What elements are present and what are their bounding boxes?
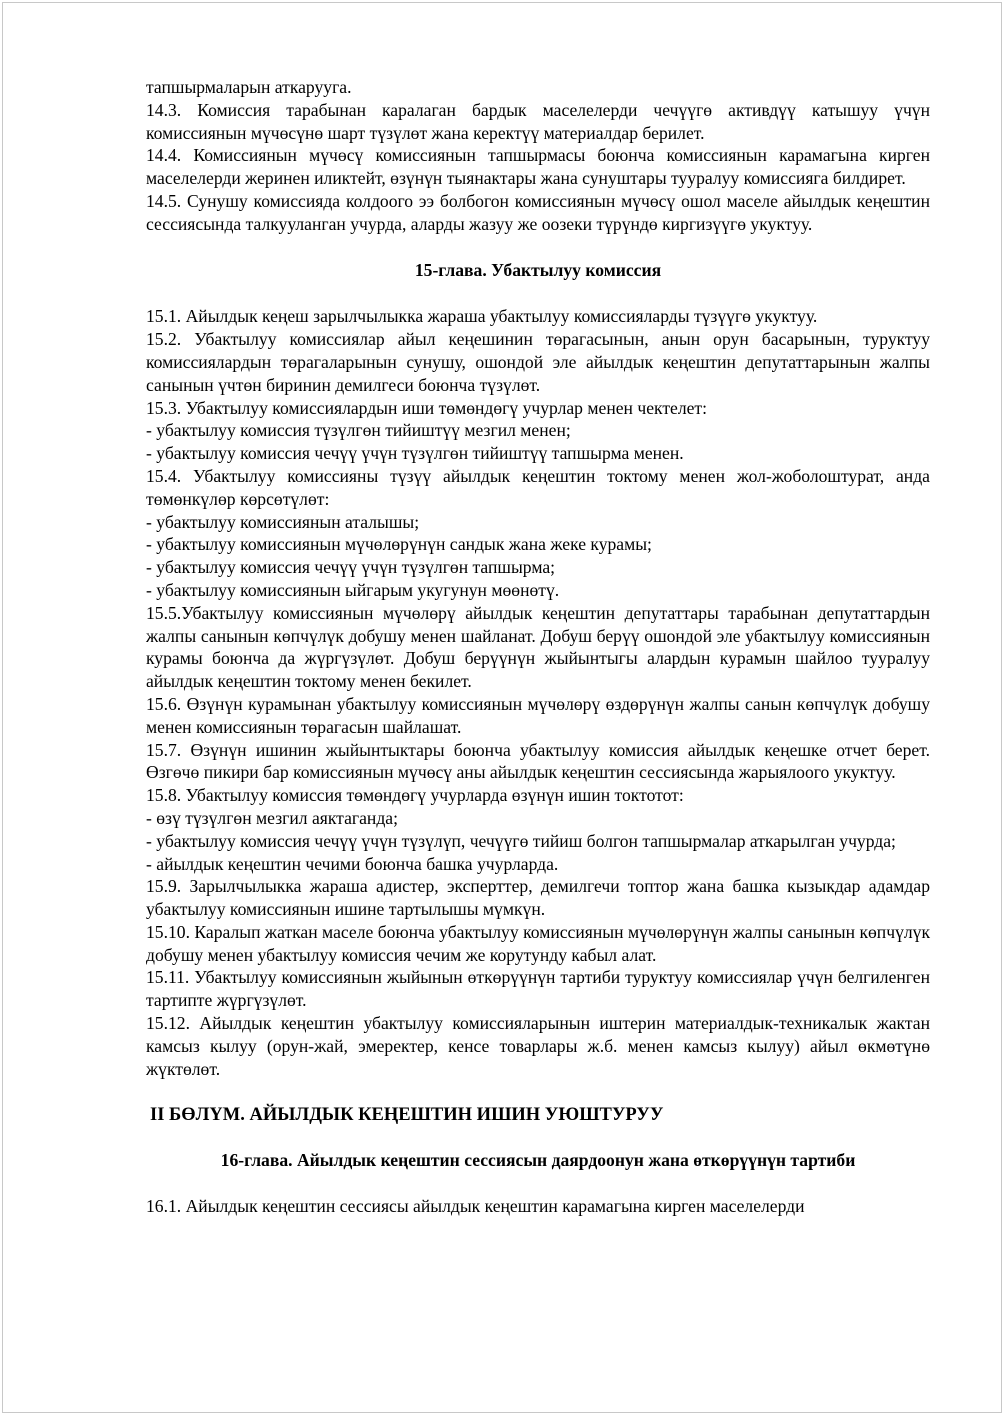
list-item: - өзү түзүлгөн мезгил аяктаганда; <box>146 807 398 828</box>
paragraph: 15.4. Убактылуу комиссияны түзүү айылдык кеңештин токтому менен жол-жоболоштурат, анда төмөнкүлөр көрсөтүлөт: <box>146 465 930 509</box>
chapter-heading-15: 15-глава. Убактылуу комиссия <box>414 259 662 280</box>
list-item: - убактылуу комиссиянын мүчөлөрүнүн сандык жана жеке курамы; <box>146 534 652 555</box>
part-heading: II БӨЛҮМ. АЙЫЛДЫК КЕҢЕШТИН ИШИН УЮШТУРУУ <box>150 1105 664 1126</box>
list-item: - убактылуу комиссия чечүү үчүн түзүлгөн тапшырма; <box>146 557 556 578</box>
paragraph: 15.10. Каралып жаткан маселе боюнча убактылуу комиссиянын мүчөлөрүнүн жалпы санынын көпчүлүк добушу менен убактылуу комиссия чечим же корутунду кабыл алат. <box>146 921 930 965</box>
paragraph: 15.6. Өзүнүн курамынан убактылуу комиссиянын мүчөлөрү өздөрүнүн жалпы санын көпчүлүк добушу менен комиссиянын төрагасын шайлашат. <box>146 693 930 737</box>
paragraph: 15.9. Зарылчылыкка жараша адистер, эксперттер, демилгечи топтор жана башка кызыкдар адамдар убактылуу комиссиянын ишине тартылышы мүмкүн. <box>146 876 930 920</box>
list-item: - убактылуу комиссия түзүлгөн тийиштүү мезгил менен; <box>146 420 571 441</box>
paragraph: 14.4. Комиссиянын мүчөсү комиссиянын тапшырмасы боюнча комиссиянын карамагына кирген маселелерди жеринен иликтейт, өзүнүн тыянактары жана сунуштары тууралуу комиссияга билдирет. <box>146 145 930 189</box>
list-item: - убактылуу комиссия чечүү үчүн түзүлгөн тийиштүү тапшырма менен. <box>146 443 684 464</box>
paragraph: 15.8. Убактылуу комиссия төмөндөгү учурларда өзүнүн ишин токтотот: <box>146 785 684 806</box>
paragraph: 15.2. Убактылуу комиссиялар айыл кеңешинин төрагасынын, анын орун басарынын, туруктуу комиссиялардын төрагаларынын сунушу, ошондой эле айылдык кеңештин депутаттарынын жалпы санынын үчтөн биринин демилгеси боюнча түзүлөт. <box>146 329 930 395</box>
list-item: - убактылуу комиссия чечүү үчүн түзүлүп, чечүүгө тийиш болгон тапшырмалар аткарылган учурда; <box>146 830 896 851</box>
list-item: - убактылуу комиссиянын ыйгарым укугунун мөөнөтү. <box>146 579 560 600</box>
paragraph: 16.1. Айылдык кеңештин сессиясы айылдык кеңештин карамагына кирген маселелерди <box>146 1196 805 1217</box>
paragraph: 15.7. Өзүнүн ишинин жыйынтыктары боюнча убактылуу комиссия айылдык кеңешке отчет берет. Өзгөчө пикири бар комиссиянын мүчөсү аны айылдык кеңештин сессиясында жарыялоого укуктуу. <box>146 739 930 783</box>
list-item: - убактылуу комиссиянын аталышы; <box>146 511 420 532</box>
paragraph: 15.11. Убактылуу комиссиянын жыйынын өткөрүүнүн тартиби туруктуу комиссиялар үчүн белгиленген тартипте жүргүзүлөт. <box>146 967 930 1011</box>
paragraph: 15.3. Убактылуу комиссиялардын иши төмөндөгү учурлар менен чектелет: <box>146 397 707 418</box>
paragraph: тапшырмаларын аткарууга. <box>146 77 352 97</box>
paragraph: 14.5. Сунушу комиссияда колдоого ээ болбогон комиссиянын мүчөсү ошол маселе айылдык кеңештин сессиясында талкууланган учурда, аларды жазуу же оозеки түрүндө киргизүүгө укуктуу. <box>146 190 930 234</box>
list-item: - айылдык кеңештин чечими боюнча башка учурларда. <box>146 853 559 874</box>
chapter-heading-16: 16-глава. Айылдык кеңештин сессиясын даярдоонун жана өткөрүүнүн тартиби <box>220 1150 856 1171</box>
paragraph: 15.5.Убактылуу комиссиянын мүчөлөрү айылдык кеңештин депутаттары тарабынан депутаттардын жалпы санынын көпчүлүк добушу менен шайланат. Добуш берүү ошондой эле убактылуу комиссиянын курамы боюнча да жүргүзүлөт. Добуш берүүнүн жыйынтыгы алардын курамын шайлоо тууралуу айылдык кеңештин токтому менен бекилет. <box>146 602 930 692</box>
paragraph: 15.12. Айылдык кеңештин убактылуу комиссияларынын иштерин материалдык-техникалык жактан камсыз кылуу (орун-жай, эмеректер, кенсе товарлары ж.б. менен камсыз кылуу) айыл өкмөтүнө жүктөлөт. <box>146 1013 930 1079</box>
document-body <box>146 76 930 1218</box>
paragraph: 14.3. Комиссия тарабынан каралаган бардык маселелерди чечүүгө активдүү катышуу үчүн комиссиянын мүчөсүнө шарт түзүлөт жана керектүү материалдар берилет. <box>146 99 930 143</box>
paragraph: 15.1. Айылдык кеңеш зарылчылыкка жараша убактылуу комиссияларды түзүүгө укуктуу. <box>146 306 818 327</box>
